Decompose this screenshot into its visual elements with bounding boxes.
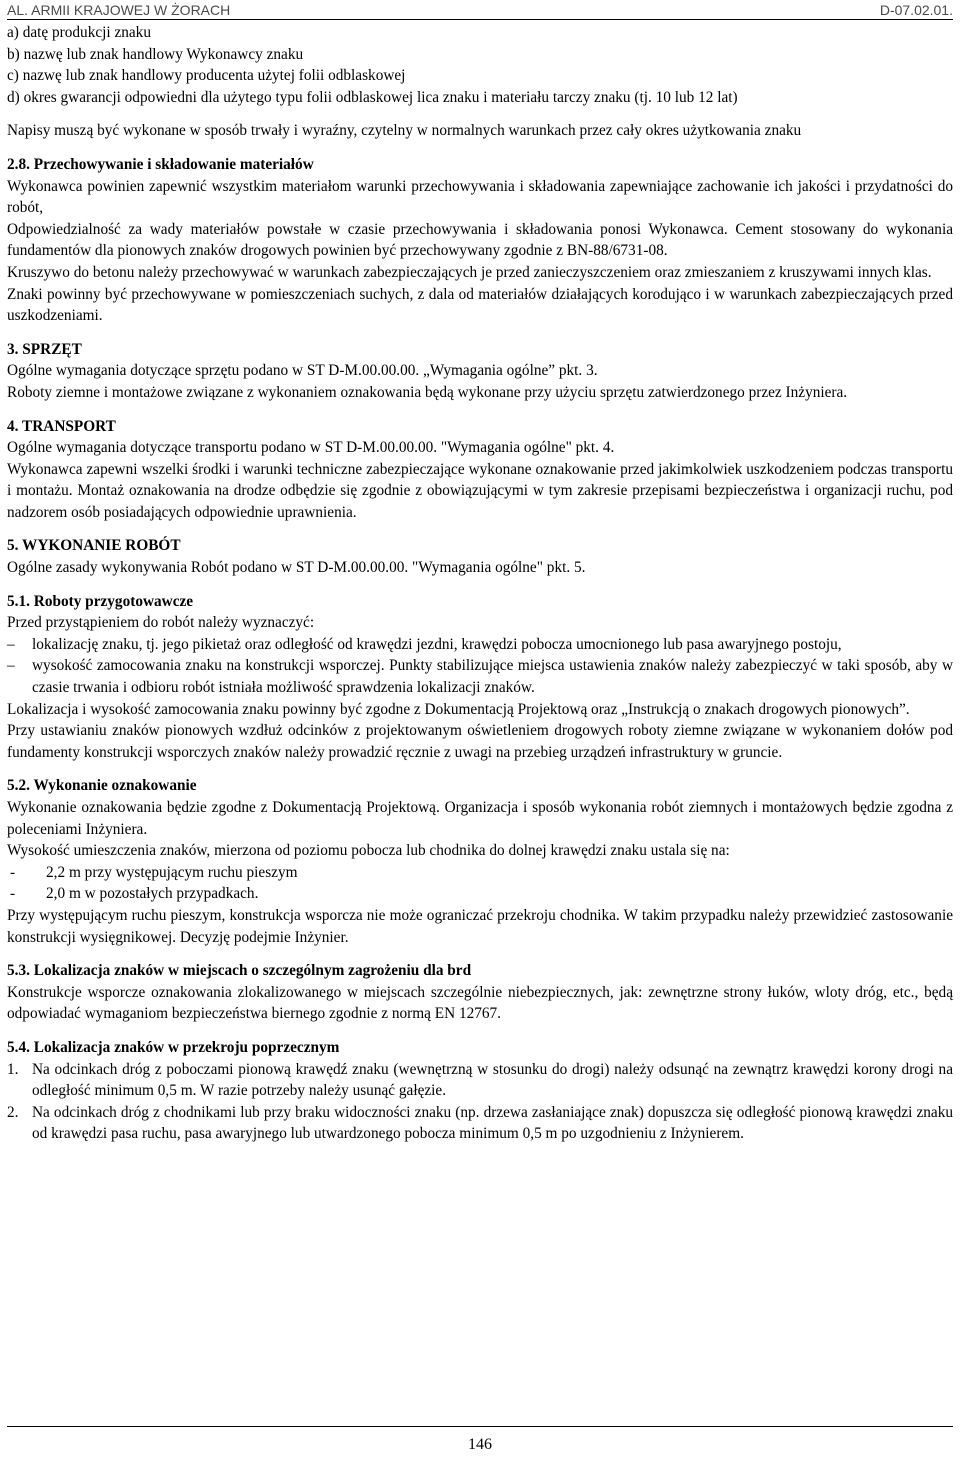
section-3-heading: 3. SPRZĘT [7,340,82,358]
paragraph: Wykonawca zapewni wszelki środki i warunki techniczne zabezpieczające wykonane oznakowanie przed jakimkolwiek uszkodzeniem podczas transportu i montażu. Montaż oznakowania na drodze odbędzie się zgodnie z obowiązującymi w tym zakresie przepisami bezpieczeństwa i organizacji ruchu, pod nadzorem osób posiadających odpowiednie uprawnienia. [7,460,953,521]
document-page [7,0,953,1459]
paragraph: Przed przystąpieniem do robót należy wyznaczyć: [7,614,315,632]
paragraph: Roboty ziemne i montażowe związane z wykonaniem oznakowania będą wykonane przy użyciu sprzętu zatwierdzonego przez Inżyniera. [7,383,848,401]
dash-item-text: wysokość zamocowania znaku na konstrukcji wsporczej. Punkty stabilizujące miejsca ustawienia znaków należy zabezpieczyć w taki sposób, aby w czasie trwania i odbioru robót istniała możliwość sprawdzenia lokalizacji znaków. [32,657,953,697]
paragraph: Wykonawca powinien zapewnić wszystkim materiałom warunki przechowywania i składowania zapewniające zachowanie ich jakości i przydatności do robót, [7,177,953,217]
intro-list-item: d) okres gwarancji odpowiedni dla użytego typu folii odblaskowej lica znaku i materiału tarczy znaku (tj. 10 lub 12 lat) [7,88,738,106]
header-address: AL. ARMII KRAJOWEJ W ŻORACH [7,2,231,18]
header-document-code: D-07.02.01. [879,2,953,18]
napisy-paragraph: Napisy muszą być wykonane w sposób trwały i wyraźny, czytelny w normalnych warunkach przez cały okres użytkowania znaku [7,122,802,140]
paragraph: Wysokość umieszczenia znaków, mierzona od poziomu pobocza lub chodnika do dolnej krawędzi znaku ustala się na: [7,842,730,860]
paragraph: Wykonanie oznakowania będzie zgodne z Dokumentacją Projektową. Organizacja i sposób wykonania robót ziemnych i montażowych będzie zgodna z poleceniami Inżyniera. [7,799,953,838]
page-content [7,22,953,1145]
list-number: 1. [7,1060,19,1078]
dash-item-text: lokalizację znaku, tj. jego pikietaż oraz odległość od krawędzi jezdni, krawędzi pobocza umocnionego lub pasa awaryjnego postoju, [32,635,842,653]
section-2-8-heading: 2.8. Przechowywanie i składowanie materiałów [7,155,314,173]
section-5-3-heading: 5.3. Lokalizacja znaków w miejscach o szczególnym zagrożeniu dla brd [7,962,472,980]
dash-list-item [7,655,953,698]
page-footer [7,1426,953,1454]
list-number: 2. [7,1103,19,1121]
dash-marker: – [7,657,15,675]
numbered-list-item [7,1102,953,1145]
intro-list-item: c) nazwę lub znak handlowy producenta użytej folii odblaskowej [7,67,406,85]
paragraph: Przy występującym ruchu pieszym, konstrukcja wsporcza nie może ograniczać przekroju chodnika. W takim przypadku należy przewidzieć zastosowanie konstrukcji wysięgnikowej. Decyzję podejmie Inżynier. [7,906,953,946]
paragraph: Ogólne wymagania dotyczące transportu podano w ST D-M.00.00.00. "Wymagania ogólne" pkt. 4. [7,439,615,457]
hyphen-marker: - [10,863,16,881]
height-list-item [7,883,953,905]
paragraph: Odpowiedzialność za wady materiałów powstałe w czasie przechowywania i składowania ponosi Wykonawca. Cement stosowany do wykonania fundamentów dla pionowych znaków drogowych powinien być przechowywany zgodnie z BN-88/6731-08. [7,220,953,260]
intro-list-item: a) datę produkcji znaku [7,24,151,41]
height-item-text: 2,2 m przy występującym ruchu pieszym [46,863,298,881]
page-number: 146 [468,1436,492,1453]
hyphen-marker: - [10,885,16,903]
paragraph: Ogólne wymagania dotyczące sprzętu podano w ST D-M.00.00.00. „Wymagania ogólne” pkt. 3. [7,362,598,380]
paragraph: Ogólne zasady wykonywania Robót podano w ST D-M.00.00.00. "Wymagania ogólne" pkt. 5. [7,559,586,577]
dash-marker: – [7,635,15,653]
height-item-text: 2,0 m w pozostałych przypadkach. [46,885,259,903]
intro-list-item: b) nazwę lub znak handlowy Wykonawcy znaku [7,45,304,63]
paragraph: Kruszywo do betonu należy przechowywać w warunkach zabezpieczających je przed zanieczyszczeniem oraz zmieszaniem z kruszywami innych klas. [7,263,932,281]
numbered-list-item [7,1059,953,1102]
section-5-4-heading: 5.4. Lokalizacja znaków w przekroju poprzecznym [7,1038,340,1056]
section-5-heading: 5. WYKONANIE ROBÓT [7,537,181,555]
section-5-1-heading: 5.1. Roboty przygotowawcze [7,592,194,610]
numbered-item-text: Na odcinkach dróg z chodnikami lub przy braku widoczności znaku (np. drzewa zasłaniające znak) dopuszcza się odległość pionową krawędzi znaku od krawędzi pasa ruchu, pasa awaryjnego lub utwardzonego pobocza minimum 0,5 m po uzgodnieniu z Inżynierem. [32,1103,953,1143]
paragraph: Lokalizacja i wysokość zamocowania znaku powinny być zgodne z Dokumentacją Projektową oraz „Instrukcją o znakach drogowych pionowych”. [7,700,910,718]
section-5-2-heading: 5.2. Wykonanie oznakowanie [7,777,197,795]
paragraph: Znaki powinny być przechowywane w pomieszczeniach suchych, z dala od materiałów działających korodująco i w warunkach zabezpieczających przed uszkodzeniami. [7,285,953,325]
dash-list-item [7,634,953,656]
section-4-heading: 4. TRANSPORT [7,417,116,435]
numbered-item-text: Na odcinkach dróg z poboczami pionową krawędź znaku (wewnętrzną w stosunku do drogi) należy odsunąć na zewnątrz krawędzi korony drogi na odległość minimum 0,5 m. W razie potrzeby należy usunąć gałęzie. [32,1060,953,1100]
paragraph: Konstrukcje wsporcze oznakowania zlokalizowanego w miejscach szczególnie niebezpiecznych, jak: zewnętrzne strony łuków, wloty dróg, etc., będą odpowiadać wymaganiom bezpieczeństwa biernego zgodnie z normą EN 12767. [7,983,953,1023]
paragraph: Przy ustawianiu znaków pionowych wzdłuż odcinków z projektowanym oświetleniem drogowych roboty ziemne związane w wykonaniem dołów pod fundamenty konstrukcji wsporczych znaków należy prowadzić ręcznie z uwagi na przebieg urządzeń infrastruktury w gruncie. [7,722,953,761]
page-header [7,2,953,20]
height-list-item [7,862,953,884]
